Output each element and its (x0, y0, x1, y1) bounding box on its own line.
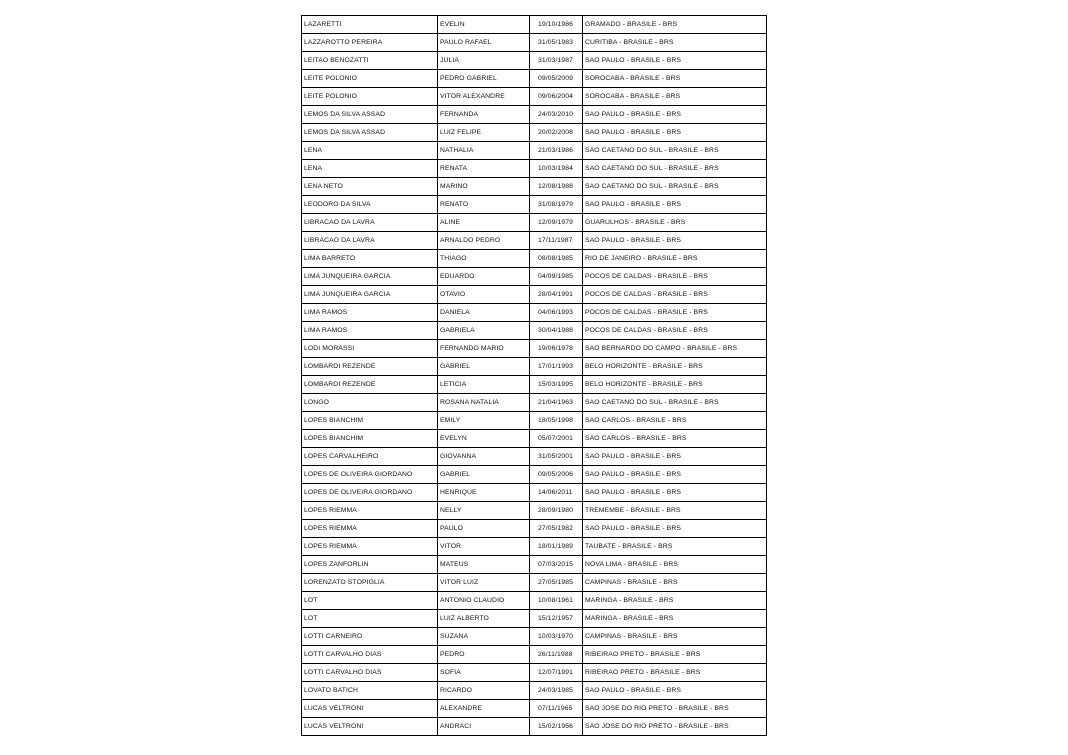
table-row (302, 286, 767, 304)
birthplace-cell: BELO HORIZONTE - BRASILE - BRS (583, 358, 767, 376)
given-name-cell: GABRIEL (438, 358, 530, 376)
surname-cell: LIBRACAO DA LAVRA (302, 232, 438, 250)
birthplace-cell: SAO CAETANO DO SUL - BRASILE - BRS (583, 160, 767, 178)
given-name-cell: LETICIA (438, 376, 530, 394)
birth-date-cell: 26/11/1988 (530, 646, 583, 664)
given-name-cell: NATHALIA (438, 142, 530, 160)
birthplace-cell: SAO PAULO - BRASILE - BRS (583, 484, 767, 502)
birth-date-cell: 18/01/1989 (530, 538, 583, 556)
birthplace-cell: SAO CAETANO DO SUL - BRASILE - BRS (583, 394, 767, 412)
given-name-cell: EMILY (438, 412, 530, 430)
surname-cell: LAZARETTI (302, 16, 438, 34)
birth-date-cell: 15/03/1995 (530, 376, 583, 394)
birth-date-cell: 31/05/1983 (530, 34, 583, 52)
birth-date-cell: 10/03/1970 (530, 628, 583, 646)
birth-date-cell: 12/08/1988 (530, 178, 583, 196)
birthplace-cell: SAO PAULO - BRASILE - BRS (583, 466, 767, 484)
given-name-cell: LUIZ FELIPE (438, 124, 530, 142)
given-name-cell: LUIZ ALBERTO (438, 610, 530, 628)
table-row (302, 412, 767, 430)
birthplace-cell: TREMEMBE - BRASILE - BRS (583, 502, 767, 520)
surname-cell: LOPES RIEMMA (302, 538, 438, 556)
birthplace-cell: BELO HORIZONTE - BRASILE - BRS (583, 376, 767, 394)
table-row (302, 646, 767, 664)
table-row (302, 304, 767, 322)
table-row (302, 142, 767, 160)
surname-cell: LEITE POLONIO (302, 88, 438, 106)
surname-cell: LEITAO BENOZATTI (302, 52, 438, 70)
surname-cell: LEODORO DA SILVA (302, 196, 438, 214)
birth-date-cell: 27/05/1982 (530, 520, 583, 538)
surname-cell: LENA (302, 160, 438, 178)
surname-cell: LOMBARDI REZENDE (302, 376, 438, 394)
table-row (302, 394, 767, 412)
birthplace-cell: SOROCABA - BRASILE - BRS (583, 88, 767, 106)
table-row (302, 664, 767, 682)
birth-date-cell: 14/06/2011 (530, 484, 583, 502)
surname-cell: LOPES RIEMMA (302, 520, 438, 538)
table-row (302, 214, 767, 232)
birth-date-cell: 17/01/1993 (530, 358, 583, 376)
surname-cell: LUCAS VELTRONI (302, 718, 438, 736)
birth-date-cell: 30/04/1988 (530, 322, 583, 340)
table-row (302, 160, 767, 178)
birthplace-cell: RIO DE JANEIRO - BRASILE - BRS (583, 250, 767, 268)
given-name-cell: MATEUS (438, 556, 530, 574)
birth-date-cell: 08/08/1985 (530, 250, 583, 268)
table-row (302, 520, 767, 538)
birthplace-cell: SAO PAULO - BRASILE - BRS (583, 448, 767, 466)
given-name-cell: ALEXANDRE (438, 700, 530, 718)
given-name-cell: SUZANA (438, 628, 530, 646)
birthplace-cell: CURITIBA - BRASILE - BRS (583, 34, 767, 52)
table-row (302, 466, 767, 484)
given-name-cell: PAULO (438, 520, 530, 538)
birthplace-cell: CAMPINAS - BRASILE - BRS (583, 628, 767, 646)
table-row (302, 178, 767, 196)
given-name-cell: VITOR LUIZ (438, 574, 530, 592)
registry-table (301, 15, 767, 736)
birth-date-cell: 09/06/2004 (530, 88, 583, 106)
surname-cell: LIMA BARRETO (302, 250, 438, 268)
birth-date-cell: 24/03/2010 (530, 106, 583, 124)
given-name-cell: EDUARDO (438, 268, 530, 286)
given-name-cell: ANDRACI (438, 718, 530, 736)
given-name-cell: JULIA (438, 52, 530, 70)
birthplace-cell: POCOS DE CALDAS - BRASILE - BRS (583, 286, 767, 304)
table-row (302, 34, 767, 52)
given-name-cell: FERNANDA (438, 106, 530, 124)
birth-date-cell: 09/05/2006 (530, 466, 583, 484)
table-row (302, 322, 767, 340)
surname-cell: LOPES BIANCHIM (302, 412, 438, 430)
surname-cell: LOPES ZANFORLIN (302, 556, 438, 574)
given-name-cell: PEDRO GABRIEL (438, 70, 530, 88)
birthplace-cell: SAO CARLOS - BRASILE - BRS (583, 430, 767, 448)
surname-cell: LIMA RAMOS (302, 304, 438, 322)
birth-date-cell: 05/07/2001 (530, 430, 583, 448)
birthplace-cell: TAUBATE - BRASILE - BRS (583, 538, 767, 556)
given-name-cell: GABRIEL (438, 466, 530, 484)
surname-cell: LAZZAROTTO PEREIRA (302, 34, 438, 52)
surname-cell: LEITE POLONIO (302, 70, 438, 88)
birthplace-cell: SAO PAULO - BRASILE - BRS (583, 232, 767, 250)
table-row (302, 16, 767, 34)
table-row (302, 574, 767, 592)
birthplace-cell: MARINGA - BRASILE - BRS (583, 610, 767, 628)
surname-cell: LONGO (302, 394, 438, 412)
birth-date-cell: 18/05/1998 (530, 412, 583, 430)
table-row (302, 700, 767, 718)
surname-cell: LOTTI CARVALHO DIAS (302, 664, 438, 682)
table-row (302, 538, 767, 556)
given-name-cell: ROSANA NATALIA (438, 394, 530, 412)
birth-date-cell: 31/05/2001 (530, 448, 583, 466)
birth-date-cell: 31/03/1987 (530, 52, 583, 70)
given-name-cell: RENATA (438, 160, 530, 178)
birthplace-cell: POCOS DE CALDAS - BRASILE - BRS (583, 304, 767, 322)
surname-cell: LOPES DE OLIVEIRA GIORDANO (302, 484, 438, 502)
given-name-cell: GIOVANNA (438, 448, 530, 466)
birth-date-cell: 12/07/1991 (530, 664, 583, 682)
surname-cell: LIMA JUNQUEIRA GARCIA (302, 268, 438, 286)
birthplace-cell: MARINGA - BRASILE - BRS (583, 592, 767, 610)
birthplace-cell: CAMPINAS - BRASILE - BRS (583, 574, 767, 592)
table-row (302, 484, 767, 502)
birth-date-cell: 31/08/1979 (530, 196, 583, 214)
birthplace-cell: SAO CAETANO DO SUL - BRASILE - BRS (583, 142, 767, 160)
surname-cell: LOPES CARVALHEIRO (302, 448, 438, 466)
given-name-cell: ARNALDO PEDRO (438, 232, 530, 250)
birth-date-cell: 27/05/1985 (530, 574, 583, 592)
birthplace-cell: SAO PAULO - BRASILE - BRS (583, 682, 767, 700)
given-name-cell: SOFIA (438, 664, 530, 682)
table-row (302, 106, 767, 124)
table-row (302, 628, 767, 646)
birthplace-cell: POCOS DE CALDAS - BRASILE - BRS (583, 322, 767, 340)
table-row (302, 268, 767, 286)
birthplace-cell: SAO PAULO - BRASILE - BRS (583, 52, 767, 70)
table-row (302, 358, 767, 376)
surname-cell: LOPES BIANCHIM (302, 430, 438, 448)
birth-date-cell: 20/02/2008 (530, 124, 583, 142)
surname-cell: LENA (302, 142, 438, 160)
surname-cell: LOPES RIEMMA (302, 502, 438, 520)
birth-date-cell: 19/10/1986 (530, 16, 583, 34)
birthplace-cell: GRAMADO - BRASILE - BRS (583, 16, 767, 34)
birth-date-cell: 15/02/1956 (530, 718, 583, 736)
surname-cell: LOT (302, 610, 438, 628)
birth-date-cell: 28/04/1991 (530, 286, 583, 304)
surname-cell: LIMA JUNQUEIRA GARCIA (302, 286, 438, 304)
birth-date-cell: 28/09/1980 (530, 502, 583, 520)
surname-cell: LOPES DE OLIVEIRA GIORDANO (302, 466, 438, 484)
given-name-cell: RICARDO (438, 682, 530, 700)
table-row (302, 70, 767, 88)
table-row (302, 502, 767, 520)
table-row (302, 232, 767, 250)
surname-cell: LODI MORASSI (302, 340, 438, 358)
surname-cell: LOTTI CARVALHO DIAS (302, 646, 438, 664)
surname-cell: LEMOS DA SILVA ASSAD (302, 106, 438, 124)
surname-cell: LOT (302, 592, 438, 610)
birth-date-cell: 19/06/1978 (530, 340, 583, 358)
birth-date-cell: 10/03/1984 (530, 160, 583, 178)
document-page (301, 15, 766, 736)
given-name-cell: FERNANDO MARIO (438, 340, 530, 358)
birth-date-cell: 21/04/1963 (530, 394, 583, 412)
table-row (302, 376, 767, 394)
given-name-cell: GABRIELA (438, 322, 530, 340)
given-name-cell: VITOR ALEXANDRE (438, 88, 530, 106)
birthplace-cell: SAO BERNARDO DO CAMPO - BRASILE - BRS (583, 340, 767, 358)
birthplace-cell: SAO CAETANO DO SUL - BRASILE - BRS (583, 178, 767, 196)
birthplace-cell: SAO JOSE DO RIO PRETO - BRASILE - BRS (583, 718, 767, 736)
given-name-cell: VITOR (438, 538, 530, 556)
table-row (302, 556, 767, 574)
given-name-cell: RENATO (438, 196, 530, 214)
given-name-cell: MARINO (438, 178, 530, 196)
surname-cell: LIBRACAO DA LAVRA (302, 214, 438, 232)
table-row (302, 718, 767, 736)
surname-cell: LOVATO BATICH (302, 682, 438, 700)
table-row (302, 124, 767, 142)
surname-cell: LOTTI CARNEIRO (302, 628, 438, 646)
given-name-cell: ALINE (438, 214, 530, 232)
birth-date-cell: 10/08/1961 (530, 592, 583, 610)
birthplace-cell: SAO JOSE DO RIO PRETO - BRASILE - BRS (583, 700, 767, 718)
table-row (302, 88, 767, 106)
birthplace-cell: SOROCABA - BRASILE - BRS (583, 70, 767, 88)
given-name-cell: ANTONIO CLAUDIO (438, 592, 530, 610)
table-row (302, 52, 767, 70)
birthplace-cell: POCOS DE CALDAS - BRASILE - BRS (583, 268, 767, 286)
birth-date-cell: 07/11/1965 (530, 700, 583, 718)
birthplace-cell: GUARULHOS - BRASILE - BRS (583, 214, 767, 232)
surname-cell: LIMA RAMOS (302, 322, 438, 340)
table-row (302, 250, 767, 268)
birth-date-cell: 24/03/1985 (530, 682, 583, 700)
given-name-cell: THIAGO (438, 250, 530, 268)
given-name-cell: PAULO RAFAEL (438, 34, 530, 52)
birthplace-cell: SAO PAULO - BRASILE - BRS (583, 106, 767, 124)
birthplace-cell: SAO CARLOS - BRASILE - BRS (583, 412, 767, 430)
birthplace-cell: SAO PAULO - BRASILE - BRS (583, 520, 767, 538)
birth-date-cell: 12/09/1979 (530, 214, 583, 232)
table-row (302, 682, 767, 700)
table-row (302, 196, 767, 214)
birth-date-cell: 21/03/1986 (530, 142, 583, 160)
birthplace-cell: RIBEIRAO PRETO - BRASILE - BRS (583, 664, 767, 682)
birthplace-cell: NOVA LIMA - BRASILE - BRS (583, 556, 767, 574)
birthplace-cell: SAO PAULO - BRASILE - BRS (583, 124, 767, 142)
given-name-cell: OTAVIO (438, 286, 530, 304)
birthplace-cell: SAO PAULO - BRASILE - BRS (583, 196, 767, 214)
birth-date-cell: 15/12/1957 (530, 610, 583, 628)
surname-cell: LOMBARDI REZENDE (302, 358, 438, 376)
surname-cell: LUCAS VELTRONI (302, 700, 438, 718)
birth-date-cell: 17/11/1987 (530, 232, 583, 250)
registry-table-body (302, 16, 767, 736)
birth-date-cell: 04/06/1993 (530, 304, 583, 322)
birth-date-cell: 04/09/1985 (530, 268, 583, 286)
table-row (302, 610, 767, 628)
birth-date-cell: 09/05/2009 (530, 70, 583, 88)
given-name-cell: DANIELA (438, 304, 530, 322)
given-name-cell: EVELIN (438, 16, 530, 34)
table-row (302, 448, 767, 466)
given-name-cell: PEDRO (438, 646, 530, 664)
given-name-cell: EVELYN (438, 430, 530, 448)
birth-date-cell: 07/03/2015 (530, 556, 583, 574)
surname-cell: LEMOS DA SILVA ASSAD (302, 124, 438, 142)
table-row (302, 592, 767, 610)
table-row (302, 430, 767, 448)
given-name-cell: NELLY (438, 502, 530, 520)
birthplace-cell: RIBEIRAO PRETO - BRASILE - BRS (583, 646, 767, 664)
surname-cell: LORENZATO STOPIGLIA (302, 574, 438, 592)
surname-cell: LENA NETO (302, 178, 438, 196)
given-name-cell: HENRIQUE (438, 484, 530, 502)
table-row (302, 340, 767, 358)
